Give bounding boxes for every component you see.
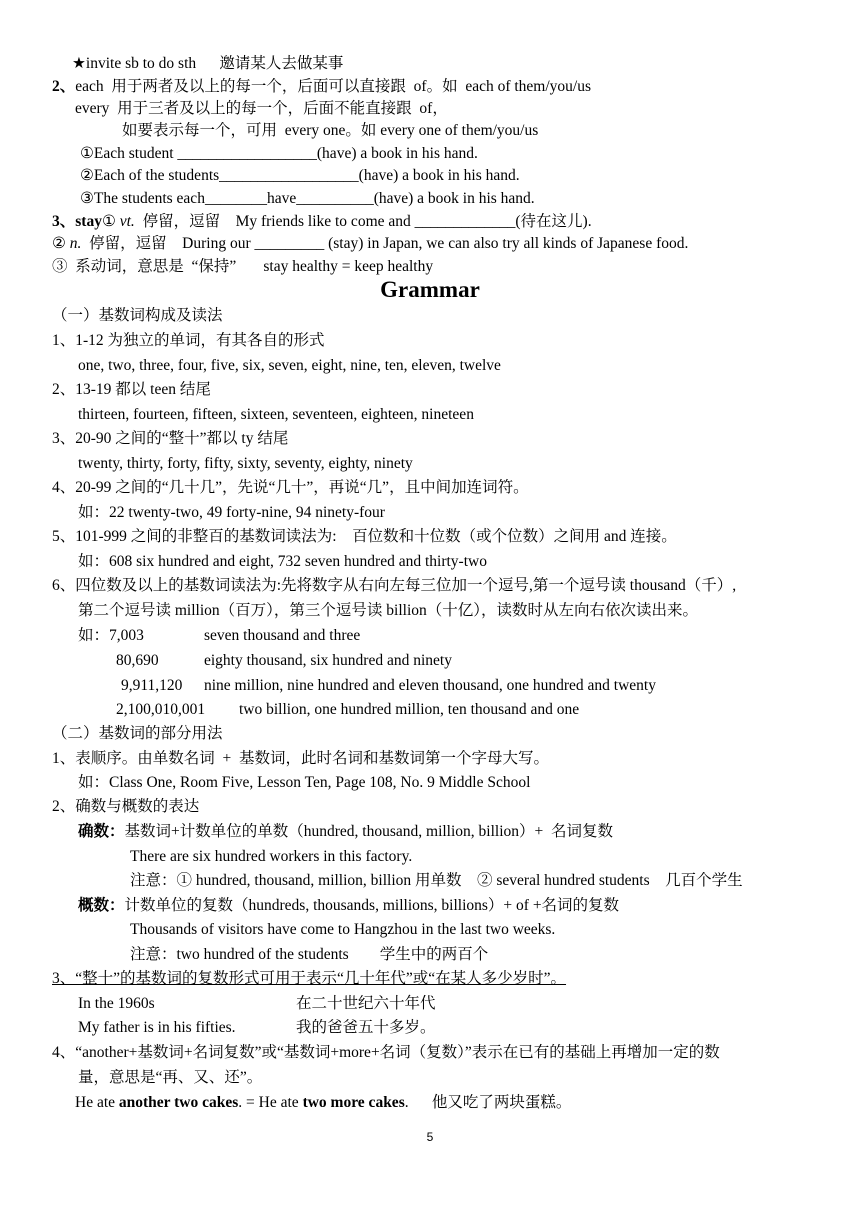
stay-circle-1: ① [101,213,120,230]
exercise-2: ②Each of the students__________________(have) a book in his hand. [80,167,520,184]
usage-4-example-part-1: He ate [75,1094,119,1111]
approx-number-line [78,896,619,916]
stay-line-3: ③ 系动词，意思是 “保持” stay healthy = keep healthy [52,258,434,275]
grammar-title: Grammar [380,277,480,302]
rule-3: 3、20-90 之间的“整十”都以 ty 结尾 [52,430,289,447]
number-example-1-reading: seven thousand and three [204,627,361,644]
stay-circle-2: ② [52,235,70,252]
usage-4-example-part-2: . = He ate [238,1094,303,1111]
stay-number: 3、 [52,213,76,230]
number-example-4-reading: two billion, one hundred million, ten thousand and one [239,701,580,718]
rule-1-example: one, two, three, four, five, six, seven, eight, nine, ten, eleven, twelve [78,357,501,374]
stay-word: stay [75,213,102,230]
usage-4-example [75,1093,571,1113]
usage-3: 3、“整十”的基数词的复数形式可用于表示“几十年代”或“在某人多少岁时”。 [52,970,567,987]
usage-3-example-1-translation: 在二十世纪六十年代 [296,995,436,1012]
each-line [52,77,591,97]
each-number: 2、 [52,78,76,95]
usage-2: 2、确数与概数的表达 [52,798,200,815]
number-example-1: 如：7,003 [78,627,144,644]
rule-3-example: twenty, thirty, forty, fifty, sixty, seventy, eighty, ninety [78,455,413,472]
number-example-3-reading: nine million, nine hundred and eleven thousand, one hundred and twenty [204,677,656,694]
number-example-3: 9,911,120 [121,677,183,694]
exact-number-example: There are six hundred workers in this factory. [130,848,413,865]
rule-5-example: 如：608 six hundred and eight, 732 seven hundred and thirty-two [78,553,487,570]
number-example-2: 80,690 [116,652,159,669]
usage-4-example-bold-1: another two cakes [118,1094,239,1111]
rule-4: 4、20-99 之间的“几十几”，先说“几十”，再说“几”，且中间加连词符。 [52,479,529,496]
usage-4-line-2: 量，意思是“再、又、还”。 [78,1069,263,1086]
approx-number-note: 注意：two hundred of the students 学生中的两百个 [130,946,489,963]
section-2-heading: （二）基数词的部分用法 [52,725,223,742]
rule-1: 1、1-12 为独立的单词，有其各自的形式 [52,332,325,349]
every-note: 如要表示每一个，可用 every one。如 every one of them/you/us [122,122,539,139]
usage-3-example-2: My father is in his fifties. [78,1019,236,1036]
exact-number-note: 注意：① hundred, thousand, million, billion 用单数 ② several hundred students 几百个学生 [130,872,743,889]
each-text: 用于两者及以上的每一个，后面可以直接跟 of。如 each of them/you/us [103,78,592,95]
stay-n: n. [69,235,82,252]
stay-line-2 [52,234,688,254]
rule-6-line-1: 6、四位数及以上的基数词读法为:先将数字从右向左每三位加一个逗号,第一个逗号读 thousand（千）, [52,577,737,594]
usage-3-example-2-translation: 我的爸爸五十多岁。 [296,1019,436,1036]
rule-4-example: 如：22 twenty-two, 49 forty-nine, 94 ninety-four [78,504,385,521]
stay-line-1 [52,212,592,232]
usage-1-example: 如：Class One, Room Five, Lesson Ten, Page 108, No. 9 Middle School [78,774,531,791]
invite-phrase: ★invite sb to do sth 邀请某人去做某事 [72,55,344,72]
section-1-heading: （一）基数词构成及读法 [52,307,223,324]
approx-number-example: Thousands of visitors have come to Hangzhou in the last two weeks. [130,921,556,938]
rule-5: 5、101-999 之间的非整百的基数词读法为: 百位数和十位数（或个位数）之间用 and 连接。 [52,528,677,545]
usage-1: 1、表顺序。由单数名词 + 基数词，此时名词和基数词第一个字母大写。 [52,750,549,767]
usage-3-example-1: In the 1960s [78,995,155,1012]
every-line: every 用于三者及以上的每一个，后面不能直接跟 of， [75,100,448,117]
rule-6-line-2: 第二个逗号读 million（百万），第三个逗号读 billion（十亿），读数时从左向右依次读出来。 [78,602,699,619]
exact-number-line [78,822,613,842]
page-number: 5 [426,1130,434,1144]
number-example-2-reading: eighty thousand, six hundred and ninety [204,652,452,669]
exercise-1: ①Each student __________________(have) a book in his hand. [80,145,478,162]
exact-number-rule: 基数词+计数单位的单数（hundred, thousand, million, billion）+ 名词复数 [124,823,614,840]
usage-4-example-part-3: . 他又吃了两块蛋糕。 [404,1094,572,1111]
usage-4-example-bold-2: two more cakes [302,1094,405,1111]
exercise-3: ③The students each________have__________(have) a book in his hand. [80,190,535,207]
usage-4-line-1: 4、“another+基数词+名词复数”或“基数词+more+名词（复数）”表示在已有的基础上再增加一定的数 [52,1044,720,1061]
number-example-4: 2,100,010,001 [116,701,206,718]
approx-number-label: 概数： [78,897,125,914]
stay-text-1: 停留，逗留 My friends like to come and _____________(待在这儿). [134,213,592,230]
rule-2: 2、13-19 都以 teen 结尾 [52,381,211,398]
each-word: each [75,78,104,95]
approx-number-rule: 计数单位的复数（hundreds, thousands, millions, billions）+ of +名词的复数 [124,897,620,914]
exact-number-label: 确数： [78,823,125,840]
rule-2-example: thirteen, fourteen, fifteen, sixteen, seventeen, eighteen, nineteen [78,406,474,423]
stay-text-2: 停留，逗留 During our _________ (stay) in Japan, we can also try all kinds of Japanese food. [81,235,689,252]
stay-vt: vt. [119,213,135,230]
